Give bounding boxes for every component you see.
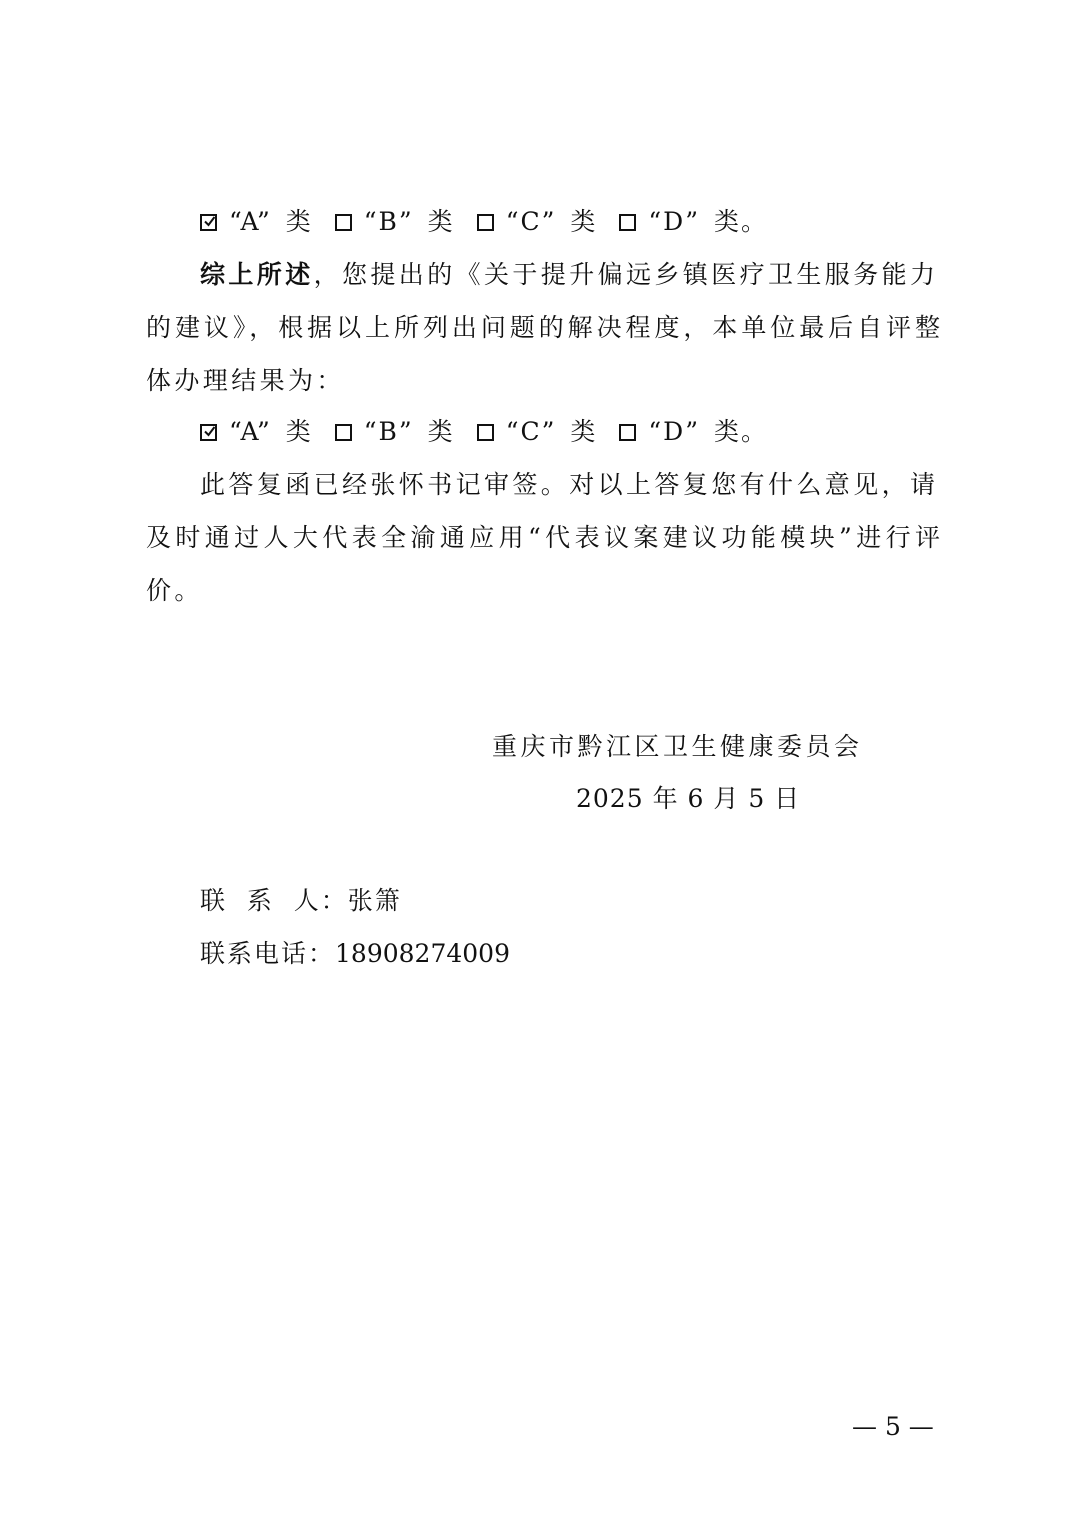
empty-box-icon[interactable] — [619, 214, 636, 231]
closing-line-2: 及时通过人大代表全渝通应用“代表议案建议功能模块”进行评 — [146, 523, 940, 552]
summary-lead: 综上所述 — [200, 260, 314, 289]
option-label: “B” — [363, 417, 414, 446]
summary-line-2: 的建议》，根据以上所列出问题的解决程度，本单位最后自评整 — [146, 313, 940, 342]
contact-phone-label: 联系电话： — [200, 939, 336, 968]
rating-option-a[interactable] — [200, 205, 313, 239]
option-label: “D” — [648, 207, 701, 236]
signature-organization: 重庆市黔江区卫生健康委员会 — [492, 732, 863, 761]
option-category: 类 — [285, 417, 313, 446]
option-label: “C” — [505, 207, 557, 236]
summary-line-1 — [200, 258, 938, 292]
rating-row-2 — [200, 415, 790, 449]
option-label: “D” — [648, 417, 701, 446]
empty-box-icon[interactable] — [477, 214, 494, 231]
closing-line-3: 价。 — [146, 576, 203, 605]
option-category: 类。 — [714, 417, 769, 446]
signature-date: 2025 年 6 月 5 日 — [576, 784, 801, 813]
rating-option-a[interactable] — [200, 415, 313, 449]
empty-box-icon[interactable] — [335, 424, 352, 441]
option-category: 类 — [427, 417, 455, 446]
option-label: “A” — [229, 207, 272, 236]
contact-phone-value[interactable]: 18908274009 — [335, 939, 510, 968]
option-category: 类 — [427, 207, 455, 236]
page-number: — 5 — — [852, 1412, 934, 1441]
contact-person-value: 张箫 — [347, 886, 402, 915]
option-category: 类 — [285, 207, 313, 236]
rating-option-c[interactable] — [477, 205, 598, 239]
checked-box-icon[interactable] — [200, 214, 217, 231]
option-category: 类 — [570, 207, 598, 236]
contact-person — [200, 884, 402, 918]
rating-option-d[interactable] — [619, 415, 768, 449]
option-label: “C” — [505, 417, 557, 446]
option-category: 类。 — [714, 207, 769, 236]
contact-person-label: 联 系 人： — [200, 886, 348, 915]
rating-row-1 — [200, 205, 790, 239]
rating-option-b[interactable] — [335, 205, 455, 239]
option-label: “B” — [363, 207, 414, 236]
rating-option-c[interactable] — [477, 415, 598, 449]
rating-option-b[interactable] — [335, 415, 455, 449]
empty-box-icon[interactable] — [335, 214, 352, 231]
summary-text: ，您提出的《关于提升偏远乡镇医疗卫生服务能力 — [313, 260, 939, 289]
empty-box-icon[interactable] — [619, 424, 636, 441]
contact-phone — [200, 937, 510, 971]
option-label: “A” — [229, 417, 272, 446]
closing-line-1: 此答复函已经张怀书记审签。对以上答复您有什么意见，请 — [200, 470, 939, 499]
empty-box-icon[interactable] — [477, 424, 494, 441]
option-category: 类 — [570, 417, 598, 446]
checked-box-icon[interactable] — [200, 424, 217, 441]
summary-line-3: 体办理结果为： — [146, 366, 345, 395]
rating-option-d[interactable] — [619, 205, 768, 239]
